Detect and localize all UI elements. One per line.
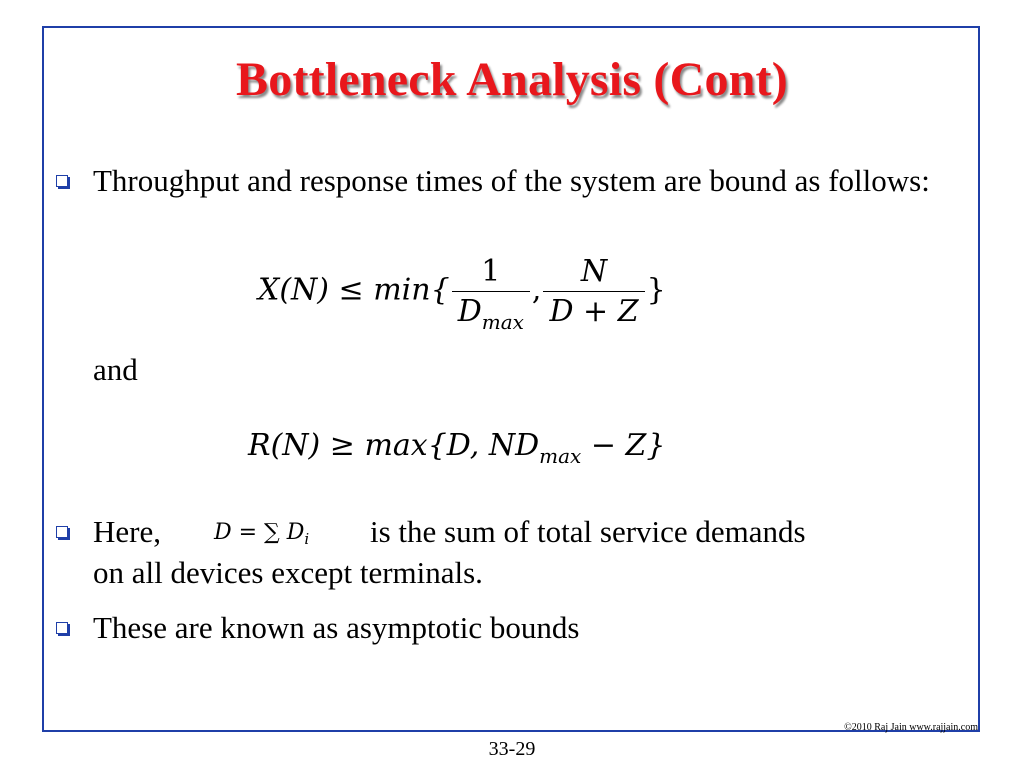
- bullet-text-3: These are known as asymptotic bounds: [93, 610, 580, 645]
- eq1-lhs: X(N) ≤ min{: [258, 272, 450, 308]
- copyright-notice: ©2010 Raj Jain www.rajjain.com: [844, 722, 978, 733]
- eq2-main: R(N) ≥ max{D, ND: [248, 428, 540, 463]
- throughput-bound-equation: [258, 254, 666, 334]
- slide-title: Bottleneck Analysis (Cont): [236, 53, 788, 106]
- page-number: 33-29: [488, 738, 536, 760]
- eq1-fraction-2: [543, 254, 644, 329]
- bullet-text-2-rest-line1: is the sum of total service demands: [370, 514, 806, 549]
- eq1-frac2-denominator: D + Z: [543, 291, 644, 329]
- eq1-frac1-numerator: 1: [481, 254, 501, 289]
- response-time-bound-equation: [248, 428, 666, 468]
- inline-sum-equation: D = ∑ $D_i$: [214, 520, 310, 548]
- eq2-tail: − Z}: [581, 428, 666, 463]
- bullet-text-1: Throughput and response times of the system are bound as follows:: [93, 163, 930, 198]
- bullet-text-2-lead: Here,: [93, 514, 161, 549]
- eq1-fraction-1: [452, 254, 530, 334]
- eq1-close-brace: }: [646, 272, 666, 308]
- and-connector: and: [93, 352, 138, 387]
- eq2-subscript: max: [539, 444, 582, 468]
- bullet-square-icon: [56, 622, 68, 634]
- eq1-frac2-numerator: N: [580, 254, 608, 289]
- bullet-text-2-rest-line2: on all devices except terminals.: [93, 555, 483, 590]
- eq1-separator: ,: [531, 272, 542, 308]
- eq1-frac1-denominator: $D_{max}$: [452, 291, 530, 329]
- bullet-square-icon: [56, 175, 68, 187]
- bullet-square-icon: [56, 526, 68, 538]
